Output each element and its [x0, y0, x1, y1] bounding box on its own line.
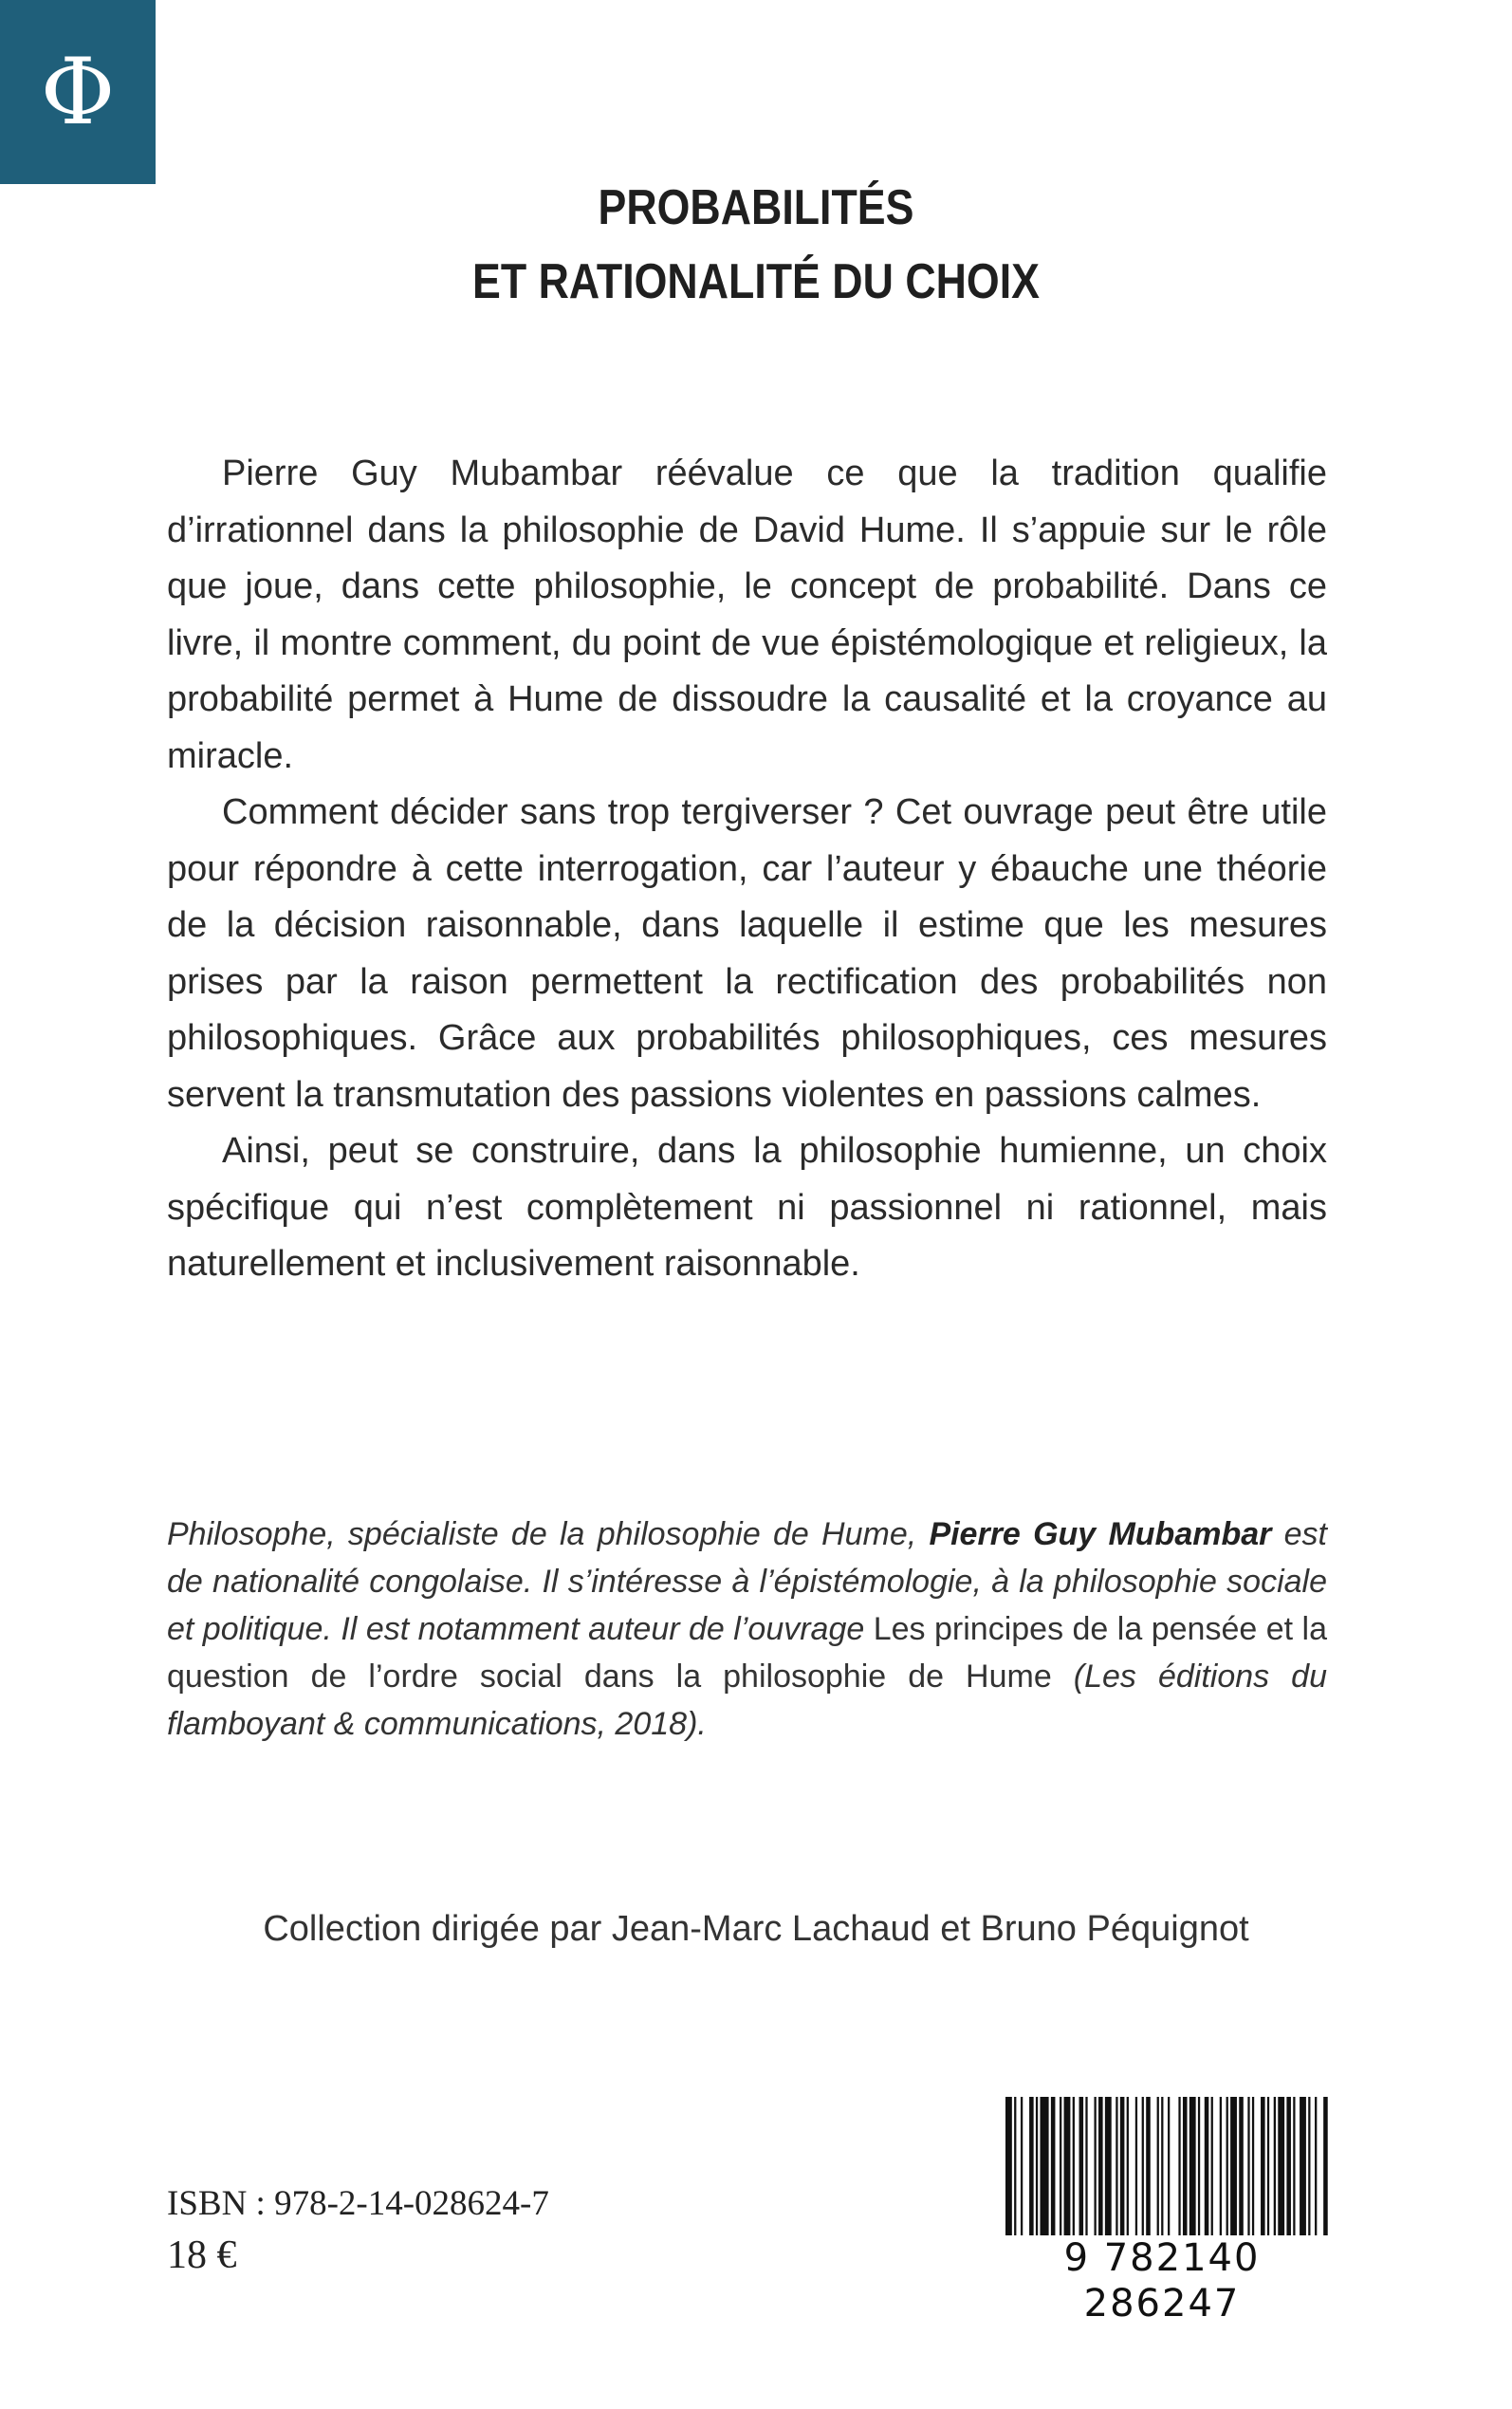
book-reference: Les principes de la pensée et la question de l’ordre social dans la philosophie de Hume [167, 1611, 1327, 1695]
author-bio [167, 1510, 1327, 1748]
barcode-digits: 9 782140 286247 [986, 2235, 1337, 2326]
collection-credit: Collection dirigée par Jean-Marc Lachaud et Bruno Péquignot [263, 1909, 1249, 1949]
author-name: Pierre Guy Mubambar [929, 1516, 1272, 1552]
title-line-2: ET RATIONALITÉ DU CHOIX [472, 254, 1040, 309]
back-cover-summary [167, 446, 1327, 1293]
bio-text-1: Philosophe, spécialiste de la philosophie de Hume, [167, 1516, 930, 1552]
publisher-logo [0, 0, 156, 184]
isbn: ISBN : 978-2-14-028624-7 [167, 2184, 549, 2223]
summary-paragraph-3: Ainsi, peut se construire, dans la philosophie humienne, un choix spécifique qui n’est complètement ni passionnel ni rationnel, mais naturellement et inclusivement raisonnable. [167, 1131, 1327, 1284]
summary-paragraph-1: Pierre Guy Mubambar réévalue ce que la tradition qualifie d’irrationnel dans la philosophie de David Hume. Il s’appuie sur le rôle que joue, dans cette philosophie, le concept de probabilité. Dans ce livre, il montre comment, du point de vue épistémologique et religieux, la probabilité permet à Hume de dissoudre la causalité et la croyance au miracle. [167, 454, 1327, 776]
price: 18 € [167, 2233, 237, 2277]
phi-icon: Φ [40, 39, 116, 145]
title-line-1: PROBABILITÉS [598, 180, 914, 235]
bio-text-3: (Les éditions du flamboyant & communications, 2018). [167, 1659, 1327, 1742]
summary-paragraph-2: Comment décider sans trop tergiverser ? Cet ouvrage peut être utile pour répondre à cette interrogation, car l’auteur y ébauche une théorie de la décision raisonnable, dans laquelle il estime que les mesures prises par la raison permettent la rectification des probabilités non philosophiques. Grâce aux probabilités philosophiques, ces mesures servent la transmutation des passions violentes en passions calmes. [167, 792, 1327, 1115]
bio-text-2: est de nationalité congolaise. Il s’intéresse à l’épistémologie, à la philosophie sociale et politique. Il est notamment auteur de l’ouvrage [167, 1516, 1327, 1647]
book-title [106, 171, 1407, 319]
